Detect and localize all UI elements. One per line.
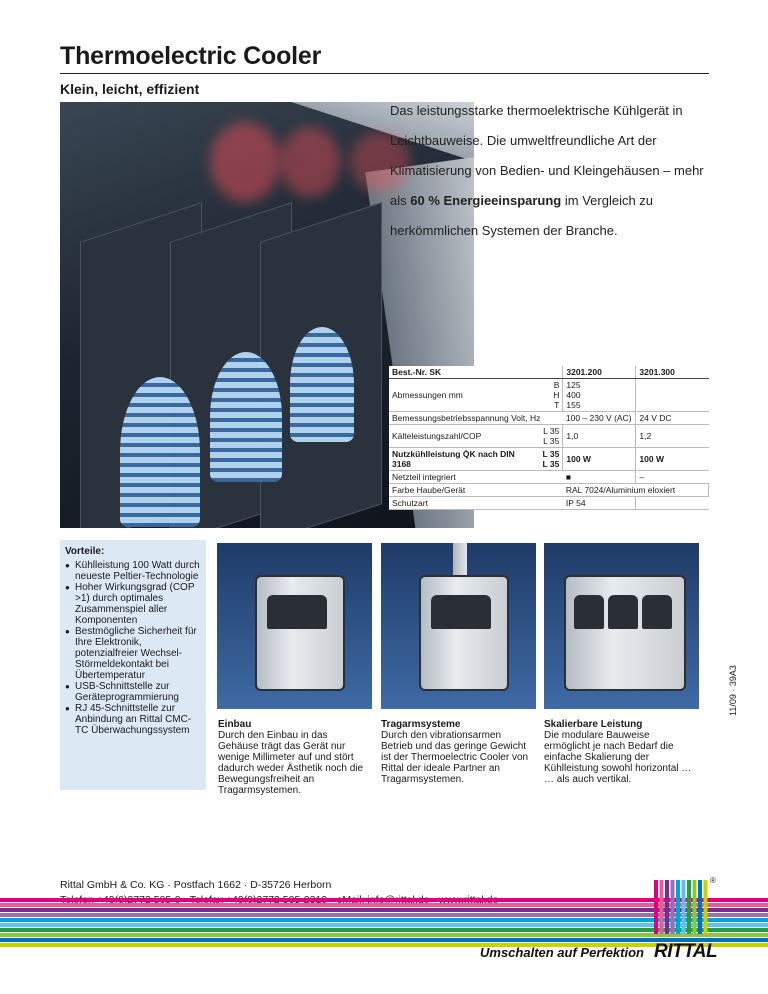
document-code: 11/09 · 39A3 [728,665,738,716]
slogan: Umschalten auf Perfektion [480,945,644,960]
product-photo-einbau [217,543,372,709]
title-rule [60,73,709,74]
intro-highlight: 60 % Energieeinsparung [410,193,562,208]
stripe [0,943,768,947]
logo-bar [682,880,686,934]
advantages-list [65,560,201,736]
stripe [0,938,768,942]
spec-table [389,366,709,510]
logo-bar [698,880,702,934]
spec-row: Kälteleistungszahl/COP L 35 L 35 1,0 1,2 [389,425,709,448]
product-photo-tragarm [381,543,536,709]
spec-row: Farbe Haube/Gerät RAL 7024/Aluminium eloxiert [389,484,709,497]
logo-bar [654,880,658,934]
product-photo-skalierbar [544,543,699,709]
registered-mark: ® [710,876,716,885]
spec-row: Schutzart IP 54 [389,497,709,510]
list-item: ● Hoher Wirkungsgrad (COP >1) durch optimales Zusammenspiel aller Komponenten [65,582,201,626]
logo-bar [704,880,708,934]
spec-row: Netzteil integriert ■ – [389,471,709,484]
advantages-box [60,540,206,790]
list-item: ● Bestmögliche Sicherheit für Ihre Elektronik, potenzialfreier Wechsel-Störmeldekontakt bei Übertemperatur [65,626,201,681]
logo-bar [660,880,664,934]
logo-bar [676,880,680,934]
page-subtitle: Klein, leicht, effizient [60,81,200,97]
rittal-logo-icon [652,878,710,936]
caption-einbau: Einbau Durch den Einbau in das Gehäuse trägt das Gerät nur wenige Millimeter auf und stört dadurch weder Ästhetik noch die Bewegungsfreiheit an Tragarmsystemen. [218,719,364,796]
footer-address: Rittal GmbH & Co. KG · Postfach 1662 · D-35726 Herborn [60,879,332,891]
logo-bar [665,880,669,934]
list-item: ● RJ 45-Schnittstelle zur Anbindung an Rittal CMC-TC Überwachungssystem [65,703,201,736]
intro-text: Das leistungsstarke thermoelektrische Kühlgerät in Leichtbauweise. Die umweltfreundliche Art der Klimatisierung von Bedien- und Kleingehäusen – mehr als 60 % Energieeinsparung im Vergleich zu herkömmlichen Systemen der Branche. [390,103,704,238]
brand-logo: RITTAL [654,941,718,962]
logo-bar [671,880,675,934]
logo-bar [687,880,691,934]
spec-row: Abmessungen mm B H T 125 400 155 [389,379,709,412]
spec-row: Bemessungsbetriebsspannung Volt, Hz 100 – 230 V (AC) 24 V DC [389,412,709,425]
page-title: Thermoelectric Cooler [60,42,322,70]
spec-header-row: Best.-Nr. SK 3201.200 3201.300 [389,366,709,379]
advantages-title: Vorteile: [65,546,105,557]
caption-skalierbare-leistung: Skalierbare Leistung Die modulare Bauweise ermöglicht je nach Bedarf die einfache Skalierung der Kühlleistung sowohl horizontal … … als auch vertikal. [544,719,692,785]
caption-tragarmsysteme: Tragarmsysteme Durch den vibrationsarmen Betrieb und das geringe Gewicht ist der Thermoelectric Cooler von Rittal der ideale Partner an Tragarmsystemen. [381,719,529,785]
spec-row: Nutzkühlleistung Q̇K nach DIN 3168 L 35 L 35 100 W 100 W [389,448,709,471]
logo-bar [693,880,697,934]
list-item: ● USB-Schnittstelle zur Geräteprogrammierung [65,681,201,703]
list-item: ● Kühlleistung 100 Watt durch neueste Peltier-Technologie [65,560,201,582]
